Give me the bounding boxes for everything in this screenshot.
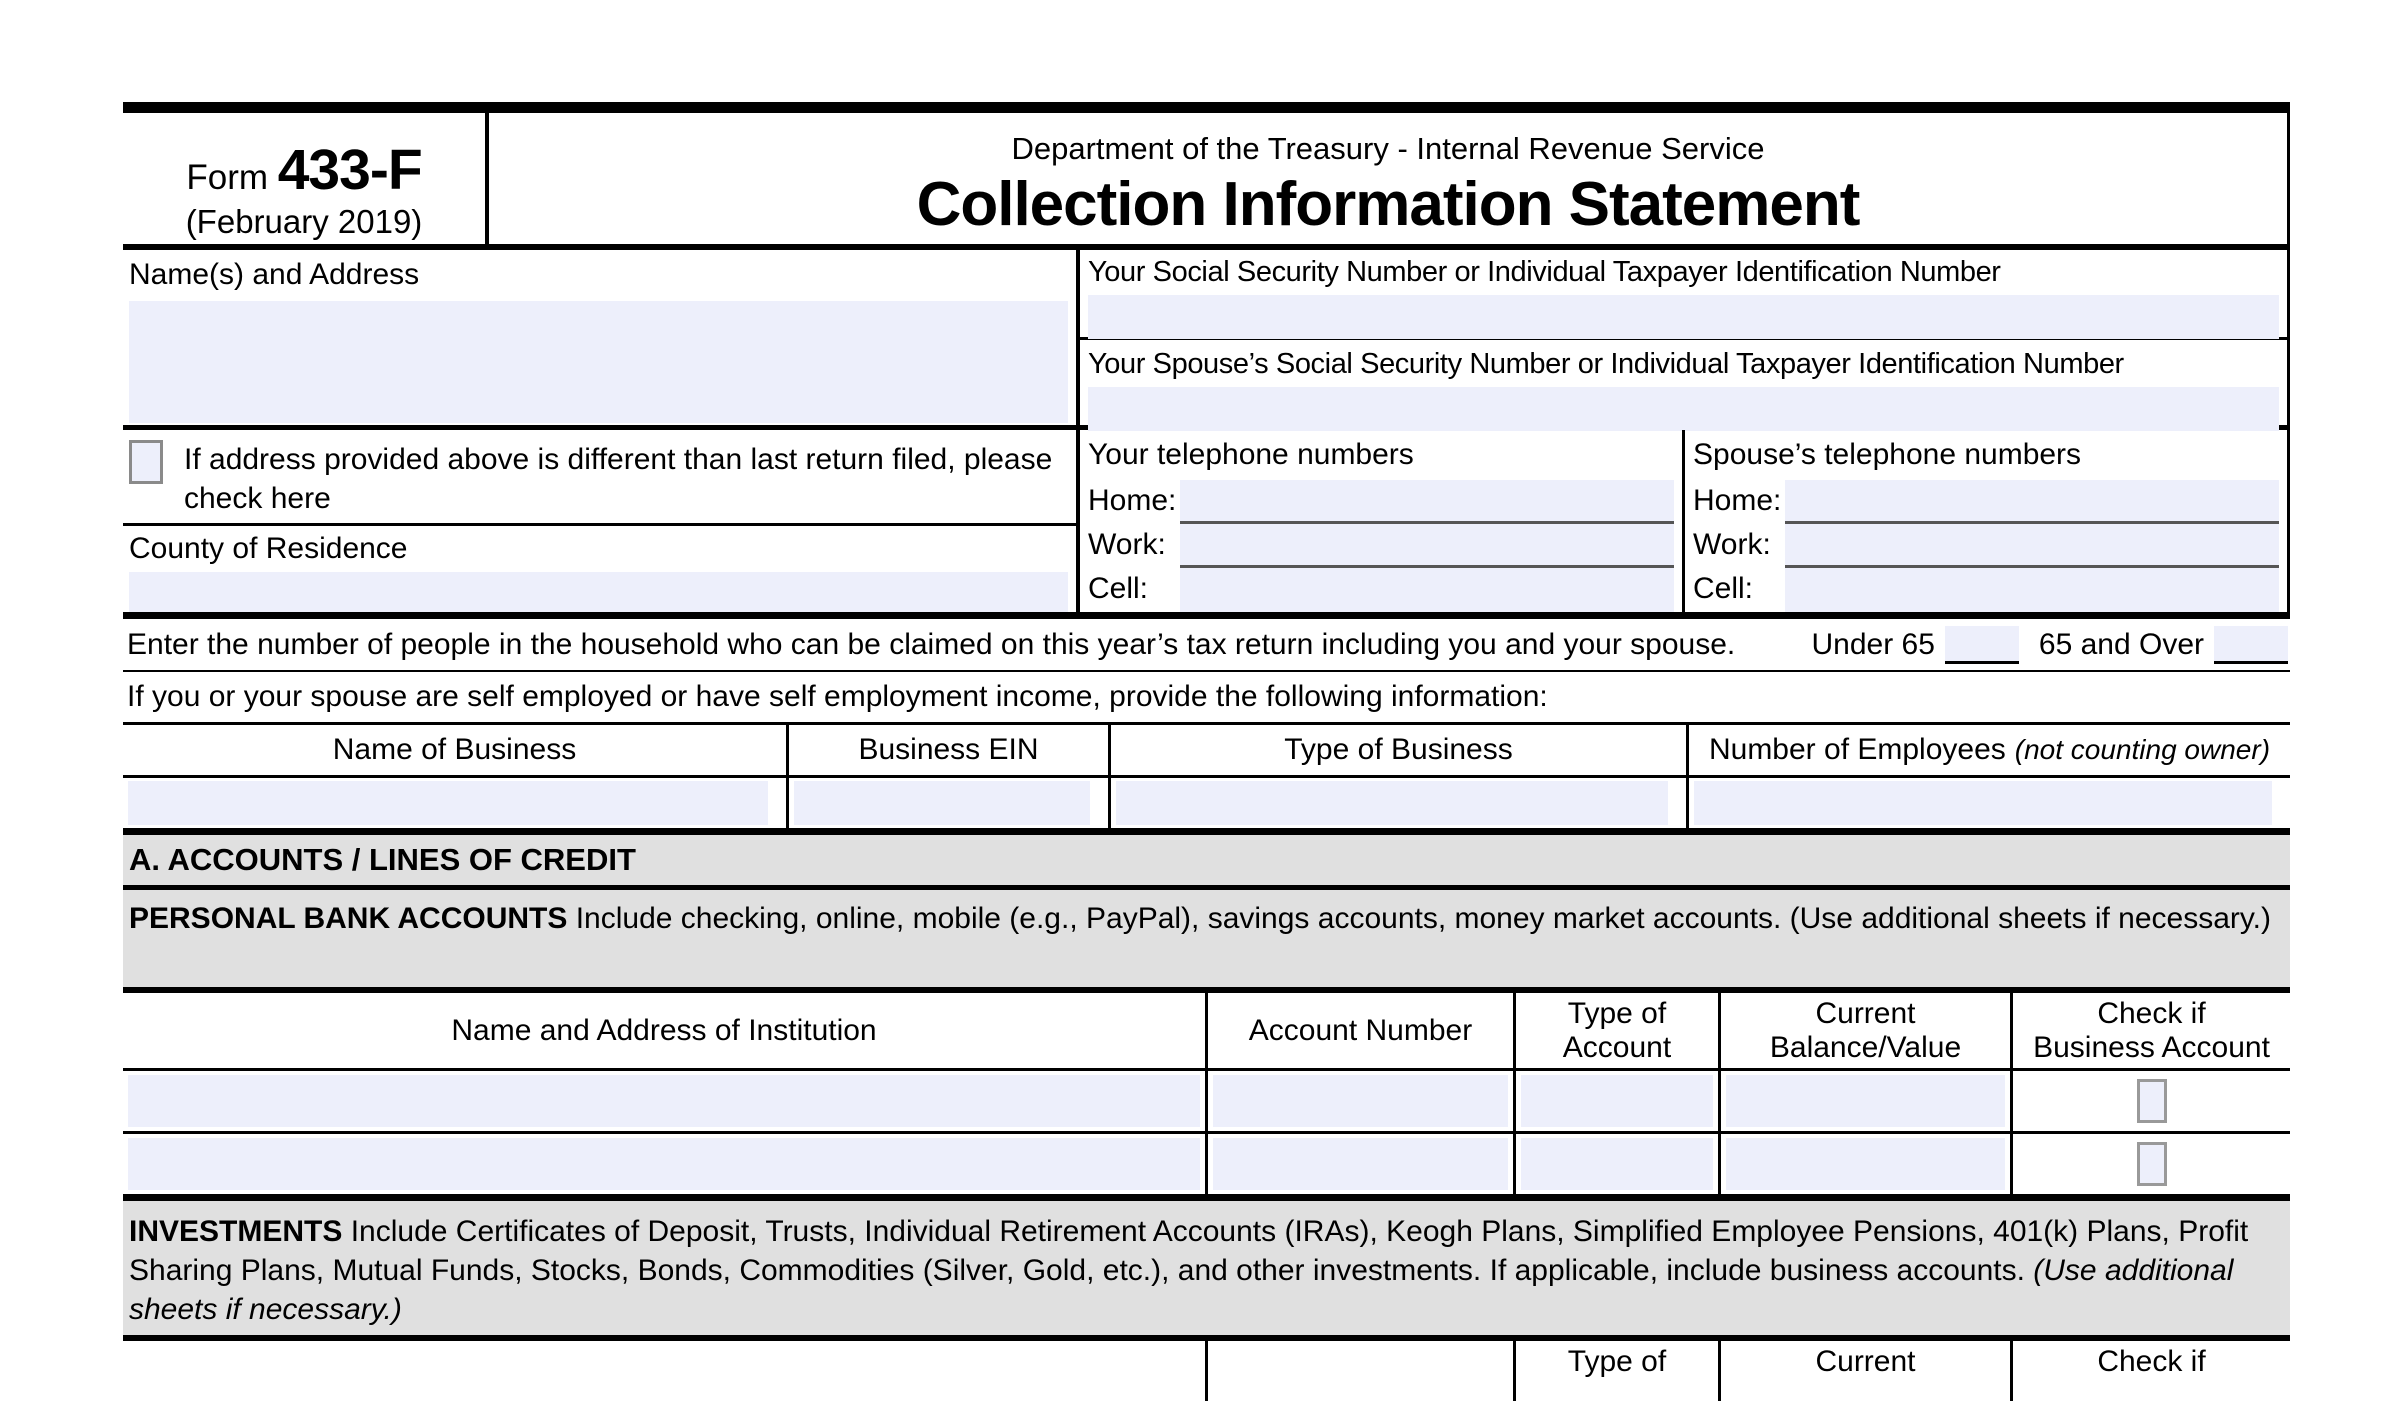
form-433f bbox=[123, 102, 2290, 1401]
section-a-title: A. ACCOUNTS / LINES OF CREDIT bbox=[123, 835, 2290, 890]
spouse-ssn-block bbox=[1080, 340, 2287, 431]
business-employees-input[interactable] bbox=[1694, 781, 2272, 825]
address-different-block bbox=[123, 430, 1076, 526]
bank-accounts-table bbox=[123, 993, 2290, 1201]
over65-label: 65 and Over bbox=[2038, 627, 2204, 661]
your-home-phone-input[interactable] bbox=[1180, 480, 1674, 524]
cell-label: Cell: bbox=[1088, 572, 1149, 605]
form-word-label: Form bbox=[186, 158, 268, 197]
investments-col-account-type: Type of bbox=[1513, 1341, 1718, 1401]
bank-col-institution: Name and Address of Institution bbox=[451, 1013, 877, 1047]
personal-bank-title: PERSONAL BANK ACCOUNTS bbox=[129, 902, 568, 935]
business-ein-input[interactable] bbox=[794, 781, 1090, 825]
address-county-cell bbox=[123, 430, 1080, 612]
institution-input-2[interactable] bbox=[128, 1138, 1200, 1190]
spouse-home-row bbox=[1693, 480, 2287, 524]
bank-col-balance: Current Balance/Value bbox=[1718, 993, 2010, 1068]
your-phones-block bbox=[1080, 430, 1685, 612]
your-ssn-input[interactable] bbox=[1088, 295, 2279, 339]
form-title: Collection Information Statement bbox=[916, 170, 1860, 239]
business-account-checkbox-2[interactable] bbox=[2137, 1142, 2167, 1186]
county-label: County of Residence bbox=[129, 532, 408, 565]
over65-input[interactable] bbox=[2214, 626, 2288, 664]
form-number-label: 433-F bbox=[277, 138, 422, 202]
business-col-employees: Number of Employees (not counting owner) bbox=[1686, 725, 2290, 775]
business-input-row bbox=[123, 778, 2290, 835]
name-ssn-row bbox=[123, 250, 2290, 430]
your-ssn-block bbox=[1080, 250, 2287, 340]
account-type-input-1[interactable] bbox=[1521, 1075, 1713, 1127]
ssn-cell bbox=[1080, 250, 2287, 425]
address-phones-row bbox=[123, 430, 2290, 619]
spouse-ssn-input[interactable] bbox=[1088, 387, 2279, 431]
county-block bbox=[123, 526, 1076, 612]
home-label: Home: bbox=[1088, 484, 1177, 517]
spouse-work-row bbox=[1693, 524, 2287, 568]
household-counts bbox=[1811, 626, 2288, 664]
spouse-ssn-label: Your Spouse’s Social Security Number or Individual Taxpayer Identification Number bbox=[1088, 348, 2124, 380]
investments-col-institution bbox=[123, 1341, 1205, 1401]
top-rule bbox=[123, 102, 2290, 113]
investments-title: INVESTMENTS bbox=[129, 1215, 343, 1248]
household-text: Enter the number of people in the household who can be claimed on this year’s tax return including you and your spouse. bbox=[127, 627, 1736, 661]
balance-input-2[interactable] bbox=[1726, 1138, 2005, 1190]
spouse-phones-title: Spouse’s telephone numbers bbox=[1693, 438, 2082, 471]
name-address-cell bbox=[123, 250, 1080, 425]
bank-col-account-type: Type of Account bbox=[1513, 993, 1718, 1068]
employees-note: (not counting owner) bbox=[2014, 734, 2271, 765]
form-header bbox=[123, 113, 2290, 250]
bank-col-account-number: Account Number bbox=[1205, 993, 1513, 1068]
form-number-block bbox=[123, 113, 489, 244]
business-header-row bbox=[123, 725, 2290, 778]
institution-input-1[interactable] bbox=[128, 1075, 1200, 1127]
form-title-block bbox=[489, 113, 2287, 244]
account-number-input-2[interactable] bbox=[1213, 1138, 1508, 1190]
investments-paragraph bbox=[123, 1201, 2290, 1341]
address-different-checkbox[interactable] bbox=[129, 440, 163, 484]
business-type-input[interactable] bbox=[1116, 781, 1668, 825]
department-label: Department of the Treasury - Internal Revenue Service bbox=[1011, 131, 1765, 166]
your-ssn-label: Your Social Security Number or Individual Taxpayer Identification Number bbox=[1088, 256, 2001, 288]
bank-header-row bbox=[123, 993, 2290, 1071]
spouse-home-phone-input[interactable] bbox=[1785, 480, 2279, 524]
personal-bank-description: Include checking, online, mobile (e.g., PayPal), savings accounts, money market accounts. (Use additional sheets if necessary.) bbox=[575, 902, 2271, 935]
balance-input-1[interactable] bbox=[1726, 1075, 2005, 1127]
revision-date-label: (February 2019) bbox=[185, 203, 423, 240]
business-account-checkbox-1[interactable] bbox=[2137, 1079, 2167, 1123]
business-col-type: Type of Business bbox=[1108, 725, 1686, 775]
spouse-phones-block bbox=[1685, 430, 2287, 612]
personal-bank-paragraph bbox=[123, 890, 2290, 993]
bank-row-2 bbox=[123, 1134, 2290, 1201]
address-different-label: If address provided above is different than last return filed, please check here bbox=[184, 443, 1053, 515]
bank-row-1 bbox=[123, 1071, 2290, 1134]
spouse-cell-phone-input[interactable] bbox=[1785, 568, 2279, 612]
county-input[interactable] bbox=[129, 572, 1068, 612]
under65-input[interactable] bbox=[1945, 626, 2019, 664]
account-type-input-2[interactable] bbox=[1521, 1138, 1713, 1190]
bank-col-business-check: Check if Business Account bbox=[2010, 993, 2290, 1068]
your-work-phone-input[interactable] bbox=[1180, 524, 1674, 568]
investments-col-balance: Current bbox=[1718, 1341, 2010, 1401]
account-number-input-1[interactable] bbox=[1213, 1075, 1508, 1127]
business-name-input[interactable] bbox=[128, 781, 768, 825]
investments-col-account-number bbox=[1205, 1341, 1513, 1401]
work-label: Work: bbox=[1693, 528, 1771, 561]
investments-col-business-check: Check if bbox=[2010, 1341, 2290, 1401]
business-table bbox=[123, 722, 2290, 835]
investments-description: Include Certificates of Deposit, Trusts, Individual Retirement Accounts (IRAs), Keogh Plans, Simplified Employee Pensions, 401(k) Plans, Profit Sharing Plans, Mutual Funds, Stocks, Bonds, Commodities (Silver, Gold, etc.), and other investments. If applicable, include business accounts. bbox=[129, 1215, 2249, 1287]
work-label: Work: bbox=[1088, 528, 1166, 561]
investments-table-header-partial bbox=[123, 1341, 2290, 1401]
home-label: Home: bbox=[1693, 484, 1782, 517]
your-cell-row bbox=[1088, 568, 1682, 612]
household-row bbox=[123, 619, 2290, 672]
spouse-cell-row bbox=[1693, 568, 2287, 612]
investments-note: (Use additional sheets if necessary.) bbox=[129, 1254, 2234, 1326]
your-cell-phone-input[interactable] bbox=[1180, 568, 1674, 612]
your-work-row bbox=[1088, 524, 1682, 568]
business-col-ein: Business EIN bbox=[786, 725, 1108, 775]
name-address-label: Name(s) and Address bbox=[129, 258, 420, 291]
your-phones-title: Your telephone numbers bbox=[1088, 438, 1414, 471]
name-address-input[interactable] bbox=[129, 301, 1068, 423]
spouse-work-phone-input[interactable] bbox=[1785, 524, 2279, 568]
your-home-row bbox=[1088, 480, 1682, 524]
cell-label: Cell: bbox=[1693, 572, 1754, 605]
under65-label: Under 65 bbox=[1811, 627, 1935, 661]
self-employment-intro: If you or your spouse are self employed or have self employment income, provide the following information: bbox=[127, 680, 1548, 713]
business-col-name: Name of Business bbox=[332, 733, 577, 766]
